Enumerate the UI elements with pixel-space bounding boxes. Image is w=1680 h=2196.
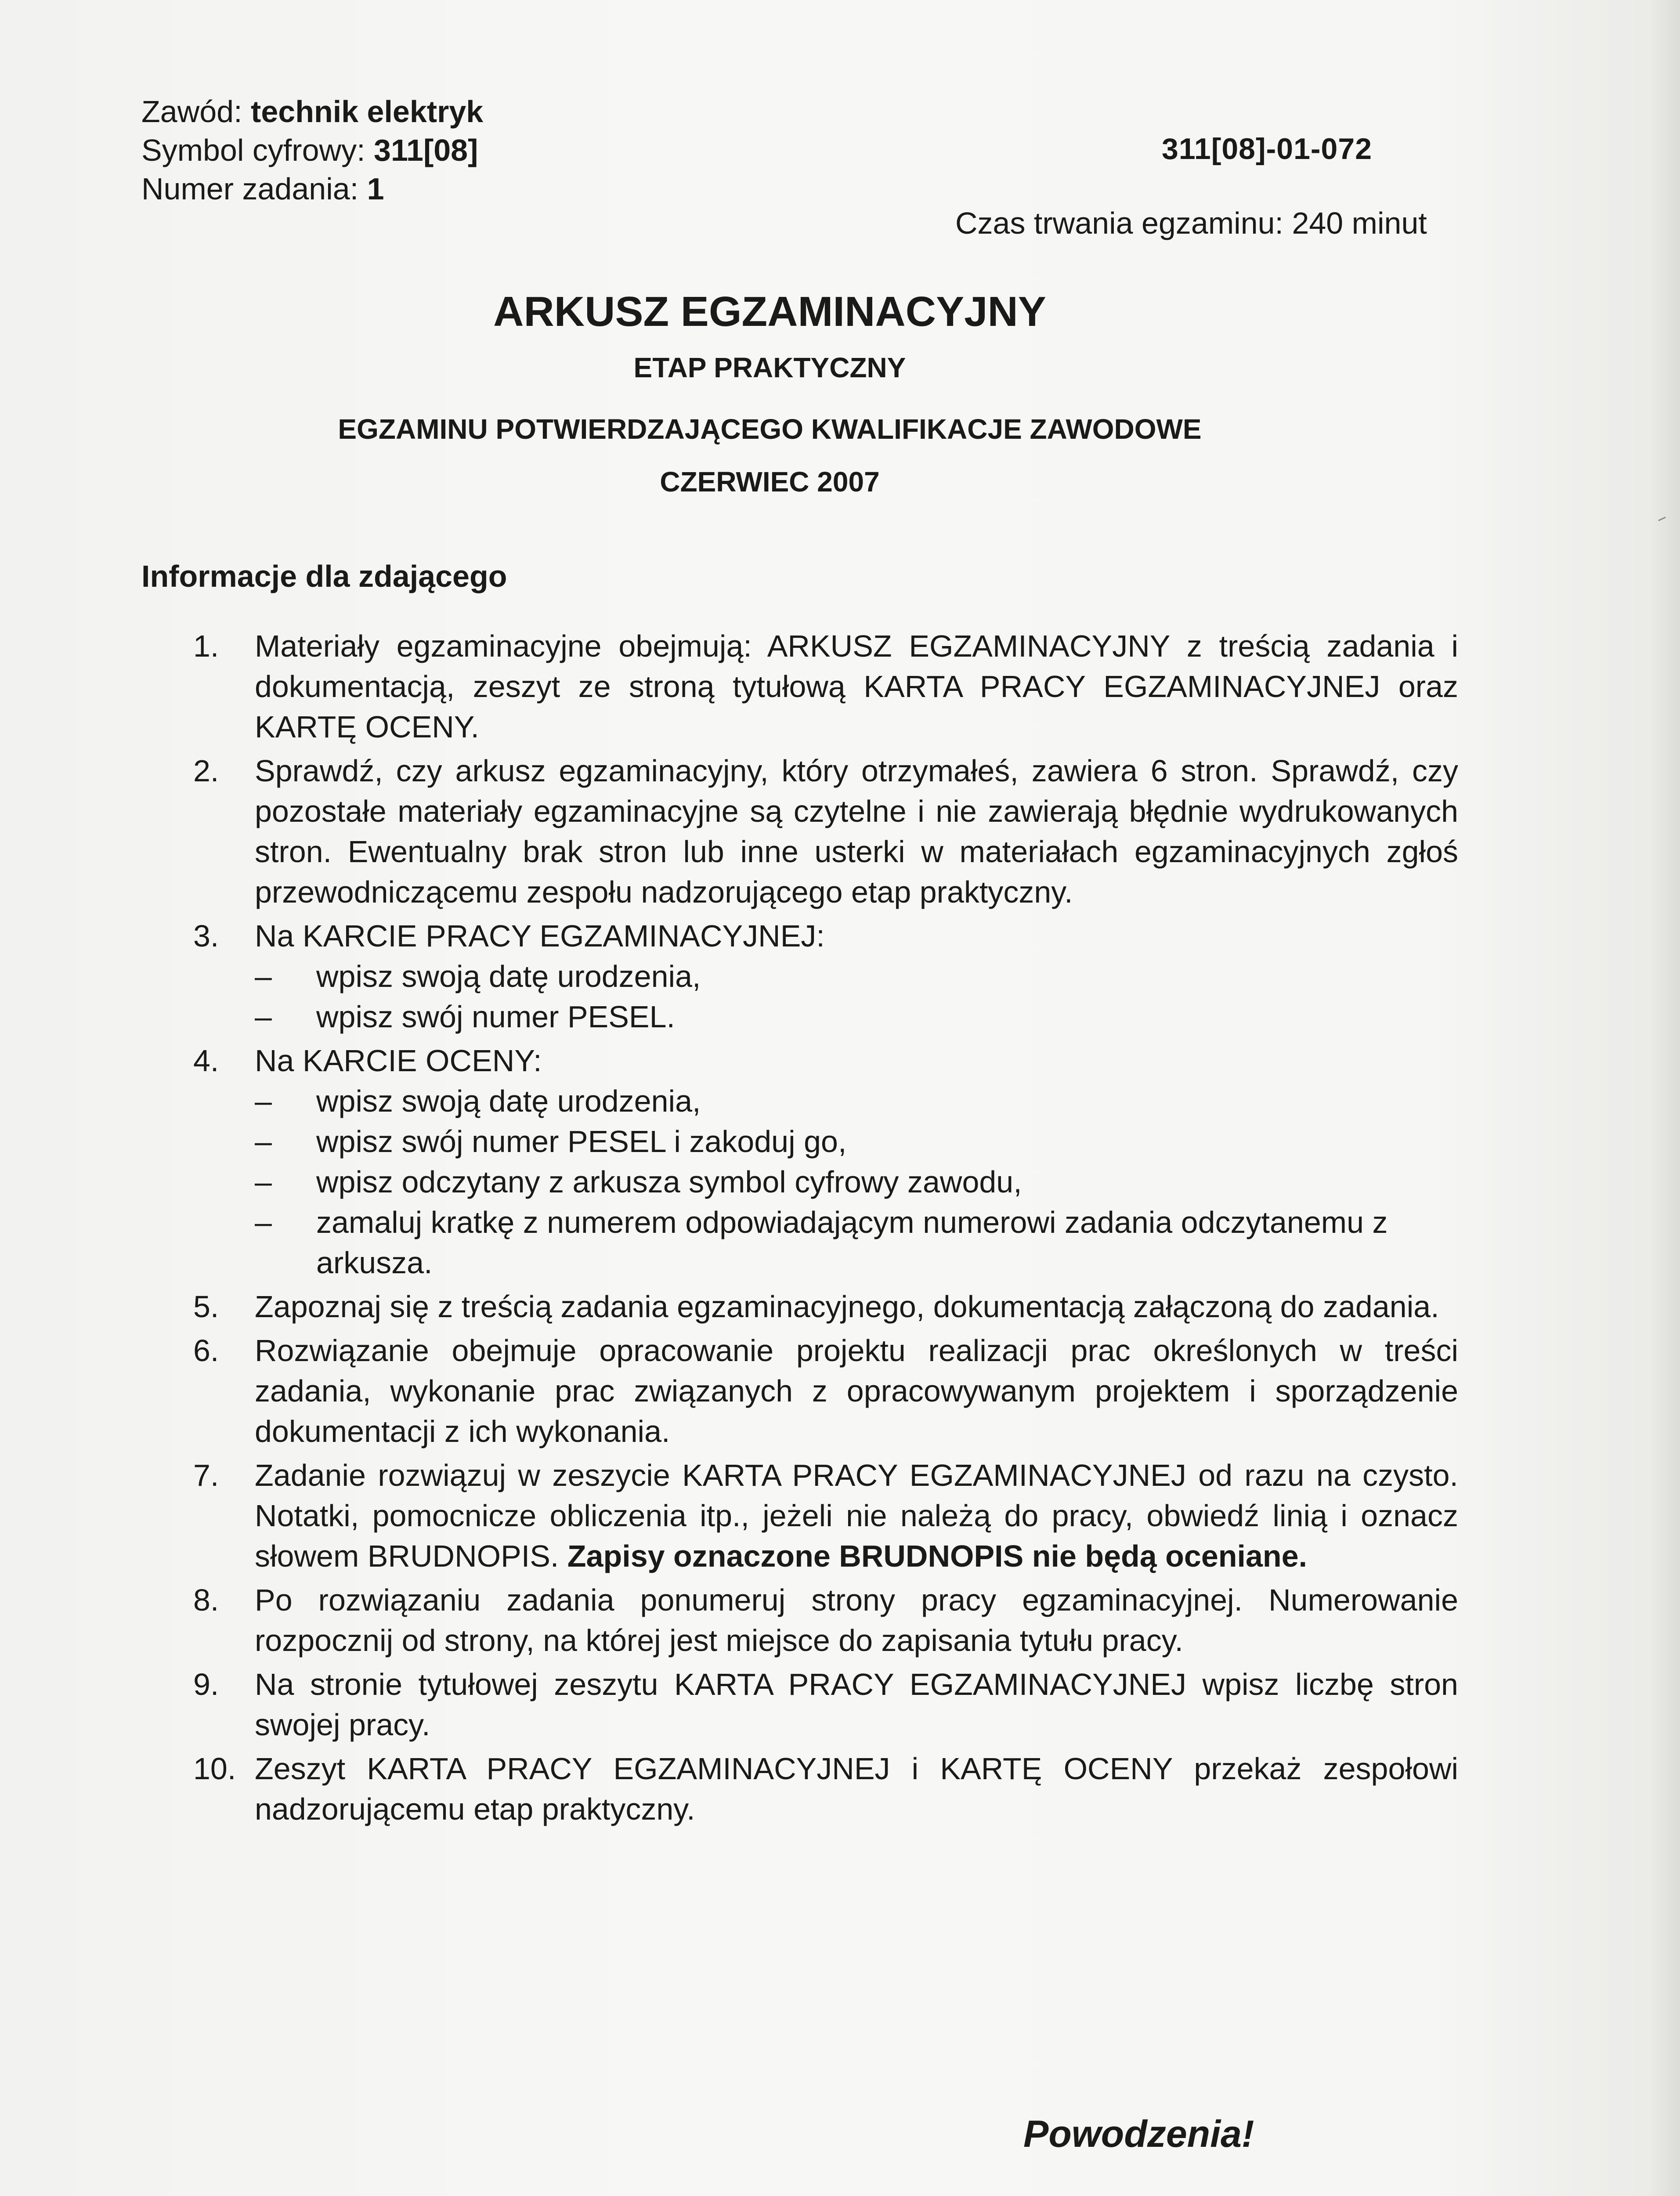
- exam-date: CZERWIEC 2007: [660, 466, 880, 498]
- symbol-row: [141, 131, 483, 170]
- instructions-list: [193, 626, 1458, 1833]
- page-title: ARKUSZ EGZAMINACYJNY: [493, 288, 1046, 335]
- list-item-emphasis: Zapisy oznaczone BRUDNOPIS nie będą oceniane.: [567, 1539, 1308, 1573]
- list-item-text: [255, 916, 1458, 956]
- exam-code: 311[08]-01-072: [1162, 132, 1373, 166]
- list-item-text: [255, 1580, 1458, 1661]
- sub-list-text: wpisz swoją datę urodzenia,: [316, 1084, 701, 1118]
- list-item-number: 2.: [193, 754, 219, 788]
- list-item-body: Rozwiązanie obejmuje opracowanie projektu realizacji prac określonych w treści zadania, wykonanie prac związanych z opracowywanym projektem i sporządzenie dokumentacji z ich wykonania.: [255, 1333, 1458, 1448]
- sub-list-text: wpisz swój numer PESEL.: [316, 1000, 675, 1034]
- sub-list-text: wpisz swój numer PESEL i zakoduj go,: [316, 1124, 847, 1159]
- list-item-text: [255, 1330, 1458, 1452]
- list-item-text: [255, 1455, 1458, 1576]
- list-item: [193, 1286, 1458, 1327]
- sub-list-text: zamaluj kratkę z numerem odpowiadającym numerowi zadania odczytanemu z arkusza.: [316, 1205, 1388, 1280]
- list-item-text: [255, 1748, 1458, 1829]
- sub-list-text: wpisz odczytany z arkusza symbol cyfrowy zawodu,: [316, 1165, 1022, 1199]
- list-item: [193, 1580, 1458, 1661]
- list-item-number: 10.: [193, 1752, 236, 1786]
- symbol-value: 311[08]: [374, 133, 478, 167]
- list-item-body: Na KARCIE PRACY EGZAMINACYJNEJ:: [255, 919, 825, 953]
- task-number-label: Numer zadania:: [141, 172, 359, 206]
- sub-list-text: wpisz swoją datę urodzenia,: [316, 959, 701, 993]
- exam-duration: Czas trwania egzaminu: 240 minut: [955, 206, 1427, 240]
- symbol-label: Symbol cyfrowy:: [141, 133, 365, 167]
- profession-row: [141, 92, 483, 131]
- list-item-body: Po rozwiązaniu zadania ponumeruj strony pracy egzaminacyjnej. Numerowanie rozpocznij od strony, na której jest miejsce do zapisania tytułu pracy.: [255, 1583, 1458, 1658]
- dash-bullet: –: [255, 1000, 272, 1034]
- closing-text: Powodzenia!: [1023, 2113, 1254, 2155]
- profession-value: technik elektryk: [251, 94, 484, 129]
- list-item-number: 3.: [193, 919, 219, 953]
- list-item-number: 7.: [193, 1458, 219, 1492]
- dash-bullet: –: [255, 959, 272, 993]
- list-item-body: Zeszyt KARTA PRACY EGZAMINACYJNEJ i KARTĘ OCENY przekaż zespołowi nadzorującemu etap praktyczny.: [255, 1752, 1458, 1826]
- list-item: [193, 626, 1458, 747]
- sub-list-item: [255, 956, 1458, 997]
- profession-label: Zawód:: [141, 94, 242, 129]
- list-item-body: Zadanie rozwiązuj w zeszycie KARTA PRACY EGZAMINACYJNEJ od razu na czysto. Notatki, pomocnicze obliczenia itp., jeżeli nie należą do pracy, obwiedź linią i oznacz słowem BRUDNOPIS.: [255, 1458, 1458, 1573]
- subtitle-exam: EGZAMINU POTWIERDZAJĄCEGO KWALIFIKACJE ZAWODOWE: [338, 413, 1202, 445]
- dash-bullet: –: [255, 1124, 272, 1159]
- list-item: [193, 751, 1458, 912]
- list-item-text: [255, 1286, 1458, 1327]
- list-item-number: 9.: [193, 1667, 219, 1701]
- sub-list-item: [255, 1121, 1458, 1162]
- list-item-body: Na stronie tytułowej zeszytu KARTA PRACY EGZAMINACYJNEJ wpisz liczbę stron swojej pracy.: [255, 1667, 1458, 1742]
- page-edge-shadow: [1649, 0, 1680, 2196]
- sub-list-item: [255, 997, 1458, 1037]
- sub-list-item: [255, 1162, 1458, 1202]
- list-item: [193, 916, 1458, 1037]
- info-heading: Informacje dla zdającego: [141, 559, 507, 593]
- sub-list-item: [255, 1202, 1458, 1283]
- list-item: [193, 1040, 1458, 1283]
- header-info: [141, 92, 483, 208]
- list-item-number: 1.: [193, 629, 219, 663]
- list-item-text: [255, 1040, 1458, 1081]
- list-item-text: [255, 626, 1458, 747]
- list-item: [193, 1330, 1458, 1452]
- task-number-value: 1: [367, 172, 384, 206]
- list-item: [193, 1664, 1458, 1745]
- list-item: [193, 1455, 1458, 1576]
- list-item-body: Sprawdź, czy arkusz egzaminacyjny, który otrzymałeś, zawiera 6 stron. Sprawdź, czy pozostałe materiały egzaminacyjne są czytelne i nie zawierają błędnie wydrukowanych stron. Ewentualny brak stron lub inne usterki w materiałach egzaminacyjnych zgłoś przewodniczącemu zespołu nadzorującego etap praktyczny.: [255, 754, 1458, 909]
- subtitle-stage: ETAP PRAKTYCZNY: [633, 352, 906, 383]
- dash-bullet: –: [255, 1165, 272, 1199]
- list-item-body: Materiały egzaminacyjne obejmują: ARKUSZ EGZAMINACYJNY z treścią zadania i dokumentacją, zeszyt ze stroną tytułową KARTA PRACY EGZAMINACYJNEJ oraz KARTĘ OCENY.: [255, 629, 1458, 744]
- list-item-body: Na KARCIE OCENY:: [255, 1044, 542, 1078]
- list-item-number: 8.: [193, 1583, 219, 1617]
- dash-bullet: –: [255, 1084, 272, 1118]
- list-item-text: [255, 1664, 1458, 1745]
- list-item-number: 6.: [193, 1333, 219, 1368]
- list-item-body: Zapoznaj się z treścią zadania egzaminacyjnego, dokumentacją załączoną do zadania.: [255, 1289, 1439, 1324]
- list-item: [193, 1748, 1458, 1829]
- list-item-number: 4.: [193, 1044, 219, 1078]
- list-item-number: 5.: [193, 1289, 219, 1324]
- sub-list-item: [255, 1081, 1458, 1121]
- list-item-text: [255, 751, 1458, 912]
- dash-bullet: –: [255, 1205, 272, 1239]
- task-number-row: [141, 170, 483, 208]
